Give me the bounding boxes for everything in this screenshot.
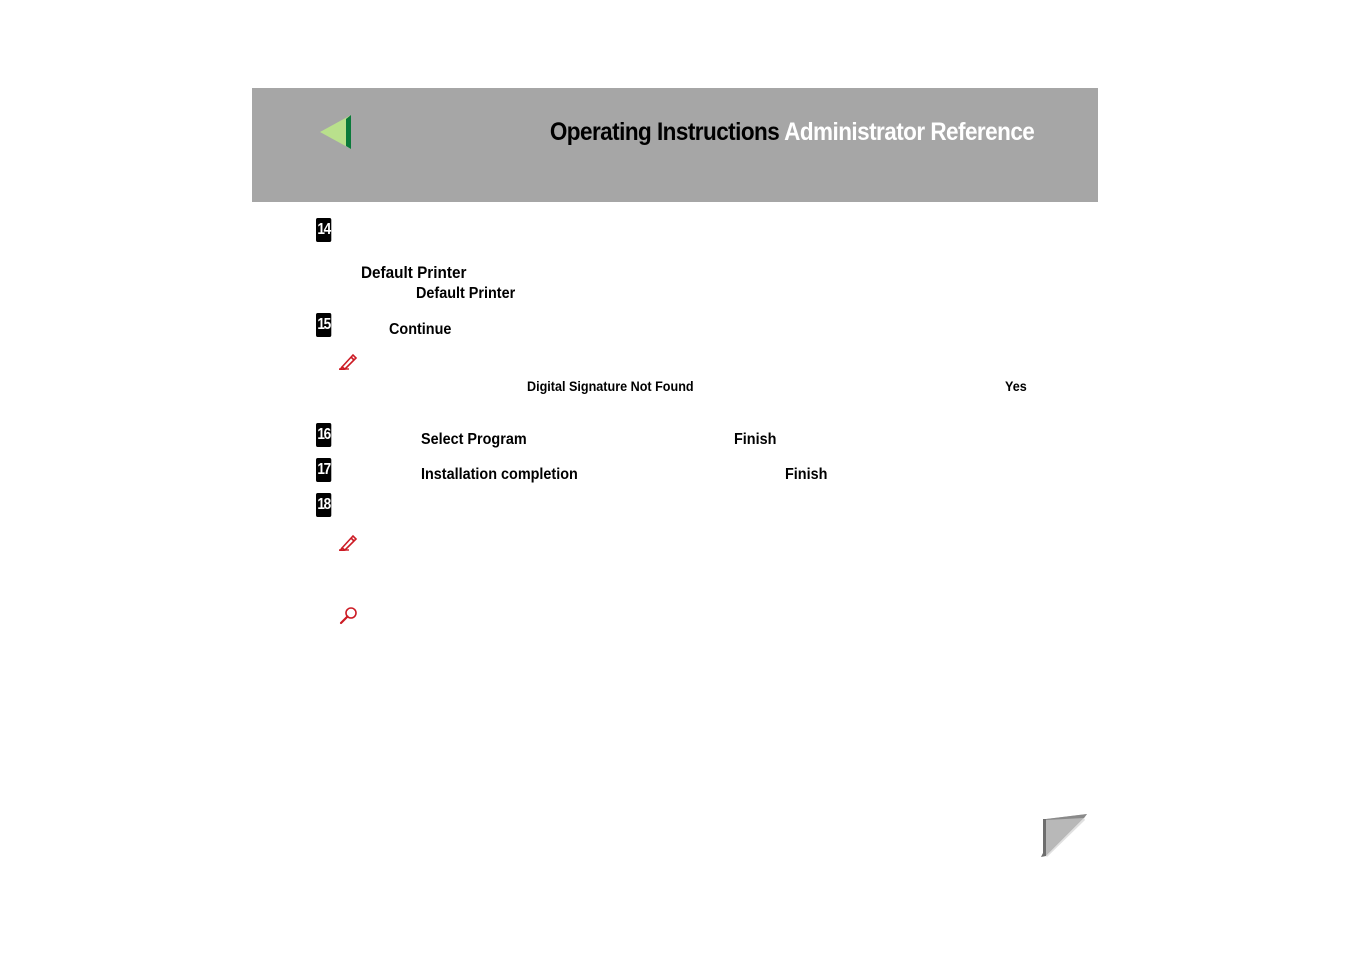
installation-completion-label: Installation completion <box>421 466 578 483</box>
step-number-18: 18 <box>316 493 331 517</box>
step-number-15: 15 <box>316 313 331 337</box>
title-main: Operating Instructions <box>549 118 779 146</box>
page-header <box>252 88 1098 202</box>
finish-label: Finish <box>734 431 777 448</box>
default-printer-option-label: Default Printer <box>416 285 516 302</box>
default-printer-label: Default Printer <box>361 263 467 282</box>
page-title <box>550 118 1034 147</box>
digital-signature-not-found-label: Digital Signature Not Found <box>527 378 694 394</box>
select-program-label: Select Program <box>421 431 527 448</box>
pencil-note-icon <box>338 533 358 551</box>
page-curl-next-icon[interactable] <box>1040 812 1088 858</box>
step-number-17: 17 <box>316 458 331 482</box>
step-number-16: 16 <box>316 423 331 447</box>
magnifier-reference-icon <box>339 606 358 625</box>
yes-label: Yes <box>1005 378 1027 394</box>
title-sub: Administrator Reference <box>783 118 1034 146</box>
step-number-14: 14 <box>316 218 331 242</box>
pencil-note-icon <box>338 352 358 370</box>
triangle-left-icon[interactable] <box>319 114 353 150</box>
finish-label-2: Finish <box>785 466 828 483</box>
continue-label: Continue <box>389 321 452 338</box>
